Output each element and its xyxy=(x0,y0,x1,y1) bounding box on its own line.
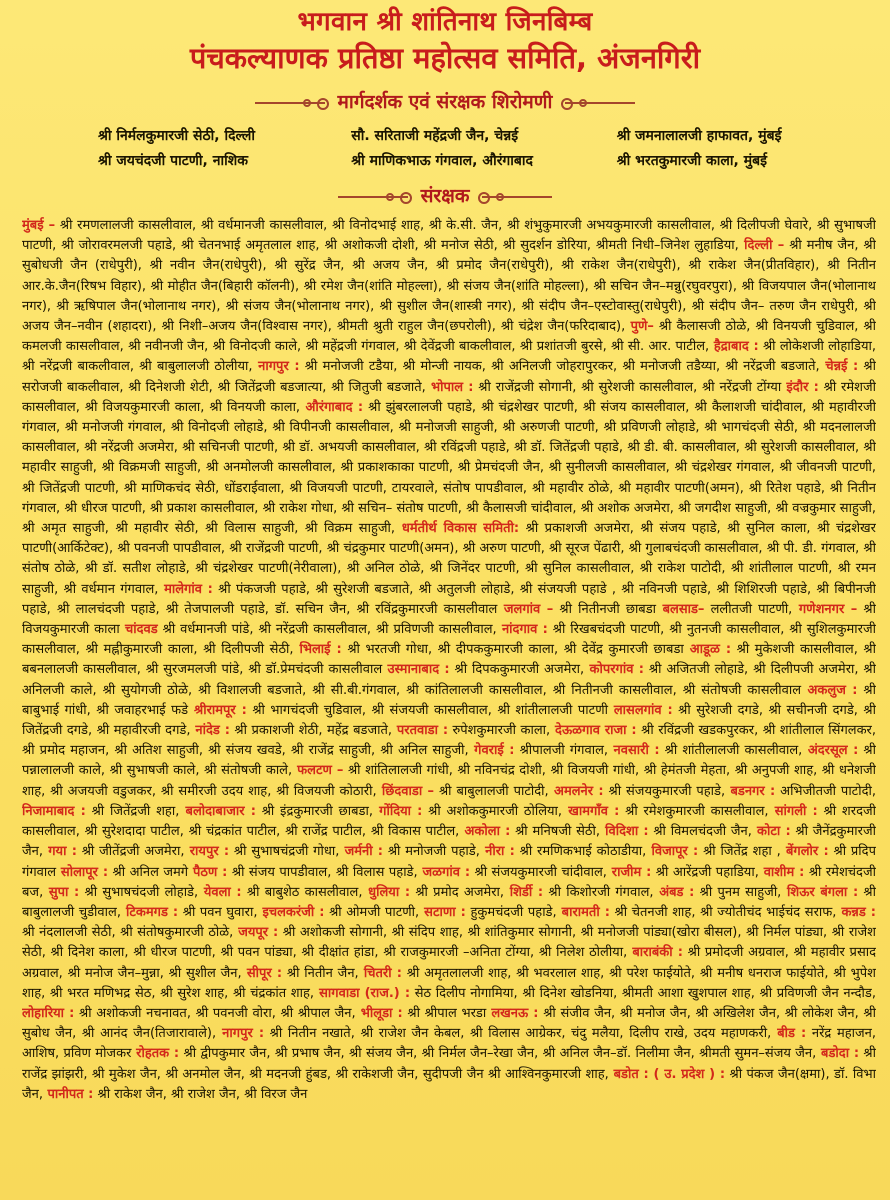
member-names: श्री अनिल जमगे xyxy=(108,864,189,880)
city-label: लासलगांव : xyxy=(607,702,673,718)
member-names: श्री प्रकाशजी शेठी, महेंद्र बडजाते, xyxy=(229,723,393,739)
member-names: श्री पंकज जैन(क्षमा), डॉ. विभा जैन, xyxy=(22,1066,876,1102)
city-label: अकलुज : xyxy=(801,682,858,698)
city-label: पुणे– xyxy=(625,319,654,335)
margdarshak-names xyxy=(0,116,890,170)
member-names: श्री बाबुभाई गांधी, श्री जवाहरभाई फडे xyxy=(22,682,876,718)
city-label: गोंदिया : xyxy=(372,803,423,819)
city-label: इचलकरंजी : xyxy=(257,904,325,920)
member-names: श्री राजेंद्रजी सोगानी, श्री सुरेशजी कासलीवाल, श्री नरेंद्रजी टोंग्या xyxy=(473,379,782,395)
city-label: दिल्ली – xyxy=(738,238,785,254)
city-label: सटाणा : xyxy=(419,904,466,920)
city-label: विदिशा : xyxy=(599,824,649,840)
city-label: बीड : xyxy=(771,1026,807,1042)
city-label: टिकमगड : xyxy=(120,904,179,920)
city-label: धुलिया : xyxy=(362,884,411,900)
member-names: श्री विजयकुमारजी काला xyxy=(22,601,876,638)
member-names: श्री रिखबचंदजी पाटणी, श्री नुतनजी कासलीवाल, श्री सुशिलकुमारजी कासलीवाल, श्री मह्नीकुमारजी काला, श्री दिलीपजी सेठी, xyxy=(22,622,876,658)
city-label: सुपा : xyxy=(43,884,80,900)
city-label: सोलापूर : xyxy=(56,864,109,880)
city-label: भोपाल : xyxy=(425,379,474,395)
city-label: बडनगर : xyxy=(725,783,776,799)
member-names: श्री बाबुलालजी चुडीवाल, xyxy=(22,884,876,920)
city-label: लोहारिया : xyxy=(22,1005,75,1021)
page-header xyxy=(0,0,890,76)
patron-name: श्री जमनालालजी हाफावत, मुंबई xyxy=(616,128,782,144)
member-names: श्री ओमजी पाटणी, xyxy=(324,904,420,920)
city-label: उस्मानाबाद : xyxy=(382,662,450,678)
member-names: श्री संजीव जैन, श्री मनोज जैन, श्री अखिलेश जैन, श्री लोकेश जैन, श्री सुबोध जैन, श्री आनंद जैन(तिजारावाले), xyxy=(22,1005,876,1042)
city-label: बडोत : ( उ. प्रदेश ) : xyxy=(608,1066,726,1082)
member-names: श्री जितेंद्र शहा , xyxy=(698,844,781,860)
city-label: इंदौर : xyxy=(781,379,819,395)
member-names: श्री नंदलालजी सेठी, श्री संतोषकुमारजी ठोळे, xyxy=(22,925,234,941)
patron-name: श्री जयचंदजी पाटणी, नाशिक xyxy=(98,153,248,169)
city-label: औरंगाबाद : xyxy=(300,399,364,415)
city-label: पानीपत : xyxy=(43,1086,94,1102)
member-names: श्री शांतिलालजी गांधी, श्री नविनचंद्र दोशी, श्री विजयजी गांधी, श्री हेमंतजी मेहता, श्री अनुपजी शाह, श्री धनेशजी शाह, श्री अजयजी वडुजकर, श्री समीरजी उदय शाह, श्री विजयजी कोठारी, xyxy=(22,763,876,799)
city-label: राजीम : xyxy=(606,864,652,880)
member-names: श्री पुनम साहुजी, xyxy=(694,884,782,900)
city-label: बाराबंकी : xyxy=(627,945,683,961)
member-names: श्री पवन घुवारा, xyxy=(178,904,258,920)
city-label: अकोला : xyxy=(459,824,511,840)
member-names: श्री मनोजजी टडैया, श्री मोन्जी नायक, श्री अनिलजी जोहरापुरकर, श्री मनोजजी तडैय्या, श्री नरेंद्रजी बडजाते, xyxy=(299,359,820,375)
member-names: श्री वर्धमानजी पांडे, श्री नरेंद्रजी कासलीवाल, श्री प्रविणजी कासलीवाल, xyxy=(157,622,497,638)
city-label: सागवाडा (राज.) : xyxy=(314,985,411,1001)
member-names: श्री बाबुशेठ कासलीवाल, xyxy=(241,884,363,900)
member-names: श्री श्रीपाल भरडा xyxy=(402,1005,487,1021)
city-label: परतवाडा : xyxy=(392,723,449,739)
sanrakshak-banner xyxy=(0,180,890,210)
city-label: रायपुर : xyxy=(184,844,230,860)
member-names: श्री रमणिकभाई कोठाडीया, xyxy=(514,844,647,860)
header-title-line1: भगवान श्री शांतिनाथ जिनबिम्ब xyxy=(297,7,593,37)
member-names: श्री जितेंद्रजी शहा, xyxy=(85,803,180,819)
member-names: ललीतजी पाटणी, xyxy=(704,601,793,617)
member-names: रुपेशकुमारजी काला, xyxy=(448,723,551,739)
city-label: बलसाड– xyxy=(656,601,705,617)
ornament-left-icon xyxy=(338,196,408,198)
city-label: मालेगांव : xyxy=(158,581,213,597)
city-label: बारामती : xyxy=(556,904,610,920)
member-names: श्री अजितजी लोहाडे, श्री दिलीपजी अजमेरा, श्री अनिलजी काले, श्री सुयोगजी ठोळे, श्री विशालजी बडजाते, श्री सी.बी.गंगवाल, श्री कांतिलालजी कासलीवाल, श्री नितीनजी कासलीवाल, श्री संतोषजी कासलीवाल xyxy=(22,662,876,698)
member-names: श्री सुभाषचंद्रजी गोधा, xyxy=(229,844,340,860)
member-names: श्री अशोकजी नचनावत, श्री पवनजी वोरा, श्री श्रीपाल जैन, xyxy=(74,1005,356,1021)
city-label: अमलनेर : xyxy=(548,783,604,799)
city-label: शिर्डी : xyxy=(504,884,544,900)
member-names: श्रीपालजी गंगवाल, xyxy=(514,743,609,759)
city-label: भीलूडा : xyxy=(355,1005,403,1021)
member-names: श्री राजेंद्र झांझरी, श्री मुकेश जैन, श्री अनमोल जैन, श्री मदनजी हुंबड, श्री राकेशजी जैन, सुदीपजी जैन श्री आश्विनकुमारजी शाह, xyxy=(22,1046,876,1082)
city-label: बडोदा : xyxy=(816,1046,860,1062)
city-label: जळगांव : xyxy=(417,864,471,880)
member-names: श्री नितीनजी छाबडा xyxy=(553,601,657,617)
member-names: श्री सरोजजी बाकलीवाल, श्री दिनेशजी शेटी, श्री जितेंद्रजी बडजात्या, श्री जितुजी बडजाते, xyxy=(22,359,876,395)
member-names: हुकुमचंदजी पहाडे, xyxy=(465,904,557,920)
member-names: श्री शरदजी कासलीवाल, श्री सुरेशदादा पाटील, श्री चंद्रकांत पाटील, श्री राजेंद्र पाटील, श्री विकास पाटील, xyxy=(22,803,876,840)
member-names: श्री चेतनजी शाह, श्री ज्योतीचंद भाईचंद सराफ, xyxy=(609,904,837,920)
member-names: श्री झुंबरलालजी पहाडे, श्री चंद्रशेखर पाटणी, श्री संजय कासलीवाल, श्री कैलाशजी चांदीवाल, श्री महावीरजी गंगवाल, श्री मनोजजी गंगवाल, श्री विनोदजी लोहाडे, श्री विपीनजी कासलीवाल, श्री मनोजजी साहुजी, श्री अरुणजी पाटणी, श्री प्रविणजी लोहाडे, श्री भागचंदजी सेठी, श्री मदनलालजी कासलीवाल, श्री नरेंद्रजी अजमेरा, श्री सचिनजी पाटणी, श्री डॉ. अभयजी कासलीवाल, श्री रविंद्रजी पहाडे, श्री डॉ. जितेंद्रजी पहाडे, श्री डी. बी. कासलीवाल, श्री सुरेशजी कासलीवाल, श्री महावीर साहुजी, श्री विक्रमजी साहुजी, श्री अनमोलजी कासलीवाल, श्री प्रकाशकाका पाटणी, श्री प्रेमचंदजी जैन, श्री सुनीलजी कासलीवाल, श्री चंद्रशेखर गंगवाल, श्री जीवनजी पाटणी, श्री जितेंद्रजी पाटणी, श्री माणिकचंद सेठी, धोंडराईवाला, श्री विजयजी पाटणी, टायरवाले, संतोष पापडीवाल, श्री महावीर ठोळे, श्री महावीर पाटणी(अमन), श्री रितेश पहाडे, श्री नितीन गंगवाल, श्री धीरज पाटणी, श्री प्रकाश कासलीवाल, श्री राकेश गोधा, श्री सचिन– संतोष पाटणी, श्री कैलासजी चांदीवाल, श्री अशोक अजमेरा, श्री जगदीश साहुजी, श्री वज्रकुमार साहुजी, श्री अमृत साहुजी, श्री महावीर सेठी, श्री विलास साहुजी, श्री विक्रम साहुजी, xyxy=(22,399,876,537)
member-names: श्री प्रकाशजी अजमेरा, श्री संजय पहाडे, श्री सुनिल काला, श्री चंद्रशेखर पाटणी(आर्किटेक्ट), श्री पवनजी पापडीवाल, श्री राजेंद्रजी पाटणी, श्री चंद्रकुमार पाटणी(अमन), श्री अरुण पाटणी, श्री सूरज पेंढारी, श्री गुलाबचंदजी कासलीवाल, श्री पी. डी. गंगवाल, श्री संतोष ठोळे, श्री डॉ. सतीश लोहाडे, श्री चंद्रशेखर पाटणी(नेरीवाला), श्री अनिल ठोळे, श्री जिनेंदर पाटणी, श्री सुनिल कासलीवाल, श्री राकेश पाटोदी, श्री शांतीलाल पाटणी, श्री रमन साहुजी, श्री वर्धमान गंगवाल, xyxy=(22,521,876,597)
member-names: श्री जीतेंद्रजी अजमेरा, xyxy=(76,844,185,860)
member-names: श्री पंकजजी पहाडे, श्री सुरेशजी बडजाते, श्री अतुलजी लोहाडे, श्री संजयजी पहाडे , श्री नविनजी पहाडे, श्री शिशिरजी पहाडे, श्री बिपीनजी पहाडे, श्री लालचंदजी पहाडे, श्री तेजपालजी पहाडे, डॉ. सचिन जैन, श्री रविंद्रकुमारजी कासलीवाल xyxy=(22,581,876,617)
city-label: बलोदाबाजार : xyxy=(179,803,256,819)
member-names: श्री मुकेशजी कासलीवाल, श्री बबनलालजी कासलीवाल, श्री सुरजमलजी पांडे, श्री डॉ.प्रेमचंदजी कासलीवाल xyxy=(22,642,876,678)
member-names: श्री अशोकजी सोगानी, श्री संदिप शाह, श्री शांतिकुमार सोगानी, श्री मनोजजी पांड्या(खोरा बीसल), श्री निर्मल पांड्या, श्री राजेश सेठी, श्री दिनेश काला, श्री धीरज पाटणी, श्री पवन पांड्या, श्री दीक्षांत हांडा, श्री राजकुमारजी –अनिता टोंग्या, श्री निलेश ठोलीया, xyxy=(22,925,876,961)
member-names: श्री सुभाषचंदजी लोहाडे, xyxy=(79,884,199,900)
city-label: फलटण – xyxy=(292,763,344,779)
patron-name: श्री माणिकभाऊ गंगवाल, औरंगाबाद xyxy=(351,153,533,169)
city-label: सांगली : xyxy=(768,803,818,819)
member-names: श्री मनीष जैन, श्री सुबोधजी जैन (राधेपुरी), श्री नवीन जैन(राधेपुरी), श्री सुरेंद्र जैन, श्री अजय जैन, श्री प्रमोद जैन(राधेपुरी), श्री राकेश जैन(राधेपुरी), श्री राकेश जैन(प्रीतविहार), श्री नितीन आर.के.जैन(रिषभ विहार), श्री मोहीत जैन(बिहारी कॉलनी), श्री रमेश जैन(शांति मोहल्ला), श्री संजय जैन(शांति मोहल्ला), श्री सचिन जैन–मन्नु(रघुवरपुरा), श्री विजयपाल जैन(भोलानाथ नगर), श्री ऋषिपाल जैन(भोलानाथ नगर), श्री संजय जैन(भोलानाथ नगर), श्री सुशील जैन(शास्त्री नगर), श्री संदीप जैन–एस्टोवास्तु(राधेपुरी), श्री संदीप जैन– तरुण जैन राधेपुरी, श्री अजय जैन–नवीन (शहादरा), श्री निशी–अजय जैन(विश्वास नगर), श्रीमती श्रुती राहुल जैन(छपरोली), श्री चंद्रेश जैन(फरिदाबाद), xyxy=(22,238,876,335)
member-names: श्री भरतजी गोधा, श्री दीपककुमारजी काला, श्री देवेंद्र कुमारजी छाबडा xyxy=(341,642,684,658)
member-names: श्री राकेश जैन, श्री राजेश जैन, श्री विरज जैन xyxy=(93,1086,308,1102)
ornament-right-icon xyxy=(482,196,552,198)
member-names: श्री प्रमोदजी अग्रवाल, श्री महावीर प्रसाद अग्रवाल, श्री मनोज जैन–मुन्ना, श्री सुशील जैन, xyxy=(22,945,876,981)
member-names: श्री द्वीपकुमार जैन, श्री प्रभाष जैन, श्री संजय जैन, श्री निर्मल जैन–रेखा जैन, श्री अनिल जैन–डॉ. निलीमा जैन, श्रीमती सुमन–संजय जैन, xyxy=(179,1046,817,1062)
member-names: श्री अशोककुमारजी ठोलिया, xyxy=(422,803,563,819)
member-names: श्री रमेशचंदजी बज, xyxy=(22,864,876,900)
city-label: नीरा : xyxy=(479,844,515,860)
city-label: चांदवड xyxy=(119,622,158,638)
city-label: देऊळगाव राजा : xyxy=(550,723,637,739)
city-label: शिऊर बंगला : xyxy=(781,884,859,900)
member-names: श्री सुरेशजी दगडे, श्री सचीनजी दगडे, श्री जितेंद्रजी दगडे, श्री महावीरजी दगडे, xyxy=(22,702,876,739)
patron-name: सौ. सरिताजी महेंद्रजी जैन, चेन्नई xyxy=(351,128,519,144)
city-label: वाशीम : xyxy=(758,864,805,880)
city-label: हैद्राबाद : xyxy=(709,339,759,355)
member-names: श्री लोकेशजी लोहाडिया, श्री नरेंद्रजी बाकलीवाल, श्री बाबुलालजी ठोलीया, xyxy=(22,339,876,375)
margdarshak-banner xyxy=(0,86,890,116)
city-label: कोपरगांव : xyxy=(584,662,644,678)
member-names: श्री नितीन जैन, xyxy=(282,965,359,981)
member-names: श्री नितीन नखाते, श्री राजेश जैन केबल, श्री विलास आग्रेकर, चंदु मलैया, दिलीप राखे, उदय महाणकरी, xyxy=(264,1026,772,1042)
member-names: श्री प्रदिप गंगवाल xyxy=(22,844,876,880)
member-names: श्री अमृतलालजी शाह, श्री भवरलाल शाह, श्री परेश फाईयोते, श्री मनीष धनराज फाईयोते, श्री भुपेश शाह, श्री भरत मणिभद्र सेठ, श्री सुरेश शाह, श्री चंद्रकांत शाह, xyxy=(22,965,876,1001)
member-names: श्री कैलासजी ठोळे, श्री विनयजी चुडिवाल, श्री कमलजी कासलीवाल, श्री नवीनजी जैन, श्री विनोदजी काले, श्री महेंद्रजी गंगवाल, श्री देवेंद्रजी बाकलीवाल, श्री प्रशांतजी बुरसे, श्री सी. आर. पाटील, xyxy=(22,319,876,355)
city-label: गेवराई : xyxy=(468,743,515,759)
member-names: श्री बाबुलालजी पाटोदी, xyxy=(434,783,549,799)
ornament-left-icon xyxy=(255,102,325,104)
city-label: विजापूर : xyxy=(646,844,699,860)
member-names: श्री संजयकुमारजी पहाडे, xyxy=(603,783,726,799)
city-label: गया : xyxy=(43,844,77,860)
member-names: श्री रमणलालजी कासलीवाल, श्री वर्धमानजी कासलीवाल, श्री विनोदभाई शाह, श्री के.सी. जैन, श्री शंभुकुमारजी अभयकुमारजी कासलीवाल, श्री दिलीपजी घेवारे, श्री सुभाषजी पाटणी, श्री जोरावरमलजी पहाडे, श्री चेतनभाई अमृतलाल शाह, श्री अशोकजी दोशी, श्री मनोज सेठी, श्री सुदर्शन डोरिया, श्रीमती निधी–जिनेश लुहाडिया, xyxy=(22,218,876,254)
sanrakshak-title: संरक्षक xyxy=(420,185,470,207)
city-label: नागपुर : xyxy=(216,1026,265,1042)
member-names: श्री भागचंदजी चुडिवाल, श्री संजयजी कासलीवाल, श्री शांतीलालजी पाटणी xyxy=(246,702,608,718)
city-label: गणेशनगर – xyxy=(792,601,858,617)
city-label: नवसारी : xyxy=(608,743,660,759)
member-names: श्री संजय पापडीवाल, श्री विलास पहाडे, xyxy=(227,864,418,880)
member-names: श्री रमेशजी कासलीवाल, श्री विजयकुमारजी काला, श्री विनयजी काला, xyxy=(22,379,876,415)
city-label: रोहतक : xyxy=(131,1046,180,1062)
member-names: श्री रविंद्रजी खडकपुरकर, श्री शांतीलाल सिंगलकर, श्री प्रमोद महाजन, श्री अतिश साहुजी, श्री संजय खवडे, श्री राजेंद्र साहुजी, श्री अनिल साहुजी, xyxy=(22,723,876,759)
city-label: श्रीरामपूर : xyxy=(188,702,247,718)
member-names: श्री जैनेंद्रकुमारजी जैन, xyxy=(22,824,876,860)
city-label: निजामाबाद : xyxy=(22,803,86,819)
margdarshak-title: मार्गदर्शक एवं संरक्षक शिरोमणी xyxy=(337,91,553,113)
city-label: लखनऊ : xyxy=(486,1005,539,1021)
member-names: नरेंद्र महाजन, आशिष, प्रविण मोजकर xyxy=(22,1026,876,1062)
member-names: श्री इंद्रकुमारजी छाबडा, xyxy=(255,803,373,819)
city-label: चितरी : xyxy=(358,965,402,981)
city-label: कोटा : xyxy=(751,824,791,840)
city-label: चेन्नई : xyxy=(819,359,859,375)
city-label: धर्मतीर्थ विकास समिती: xyxy=(395,521,520,537)
sanrakshak-list xyxy=(22,216,876,1156)
ornament-right-icon xyxy=(565,102,635,104)
patron-name: श्री निर्मलकुमारजी सेठी, दिल्ली xyxy=(98,128,255,144)
city-label: जयपूर : xyxy=(233,925,279,941)
city-label: नांदगाव : xyxy=(496,622,548,638)
member-names: श्री शांतीलालजी कासलीवाल, xyxy=(659,743,803,759)
city-label: सीपूर : xyxy=(241,965,283,981)
city-label: छिंदवाडा – xyxy=(376,783,435,799)
member-names: श्री प्रमोद अजमेरा, xyxy=(410,884,505,900)
city-label: येवला : xyxy=(198,884,242,900)
member-names: श्री आरेंद्रजी पहाडिया, xyxy=(651,864,759,880)
city-label: खामगाँव : xyxy=(562,803,620,819)
member-names: श्री मनिषजी सेठी, xyxy=(510,824,600,840)
member-names: श्री रमेशकुमारजी कासलीवाल, xyxy=(619,803,769,819)
city-label: पैठण : xyxy=(188,864,228,880)
city-label: कन्नड : xyxy=(836,904,876,920)
city-label: जर्मनी : xyxy=(339,844,384,860)
city-label: मुंबई – xyxy=(22,218,56,233)
city-label: जलगांव – xyxy=(497,601,554,617)
patron-name: श्री भरतकुमारजी काला, मुंबई xyxy=(616,153,767,169)
member-names: श्री संजयकुमारजी चांदीवाल, xyxy=(470,864,607,880)
city-label: अंदरसूल : xyxy=(802,743,859,759)
city-label: आडूळ : xyxy=(683,642,732,658)
member-names: सेठ दिलीप नोगामिया, श्री दिनेश खोडनिया, श्रीमती आशा खुशपाल शाह, श्री प्रविणजी जैन नन्दौड, xyxy=(410,985,876,1001)
member-names: श्री विमलचंदजी जैन, xyxy=(648,824,752,840)
city-label: अंबड : xyxy=(653,884,695,900)
city-label: बेंगलोर : xyxy=(780,844,829,860)
member-names: श्री किशोरजी गंगवाल, xyxy=(543,884,654,900)
header-title-line2: पंचकल्याणक प्रतिष्ठा महोत्सव समिति, अंजनगिरी xyxy=(189,41,701,75)
member-names: श्री मनोजजी पहाडे, xyxy=(383,844,480,860)
city-label: नांदेड : xyxy=(190,723,230,739)
city-label: नागपुर : xyxy=(252,359,300,375)
member-names: अभिजीतजी पाटोदी, xyxy=(775,783,876,799)
member-names: श्री दिपककुमारजी अजमेरा, xyxy=(449,662,585,678)
member-names: श्री पन्नालालजी काले, श्री सुभाषजी काले, श्री संतोषजी काले, xyxy=(22,743,876,779)
city-label: भिलाई : xyxy=(293,642,342,658)
